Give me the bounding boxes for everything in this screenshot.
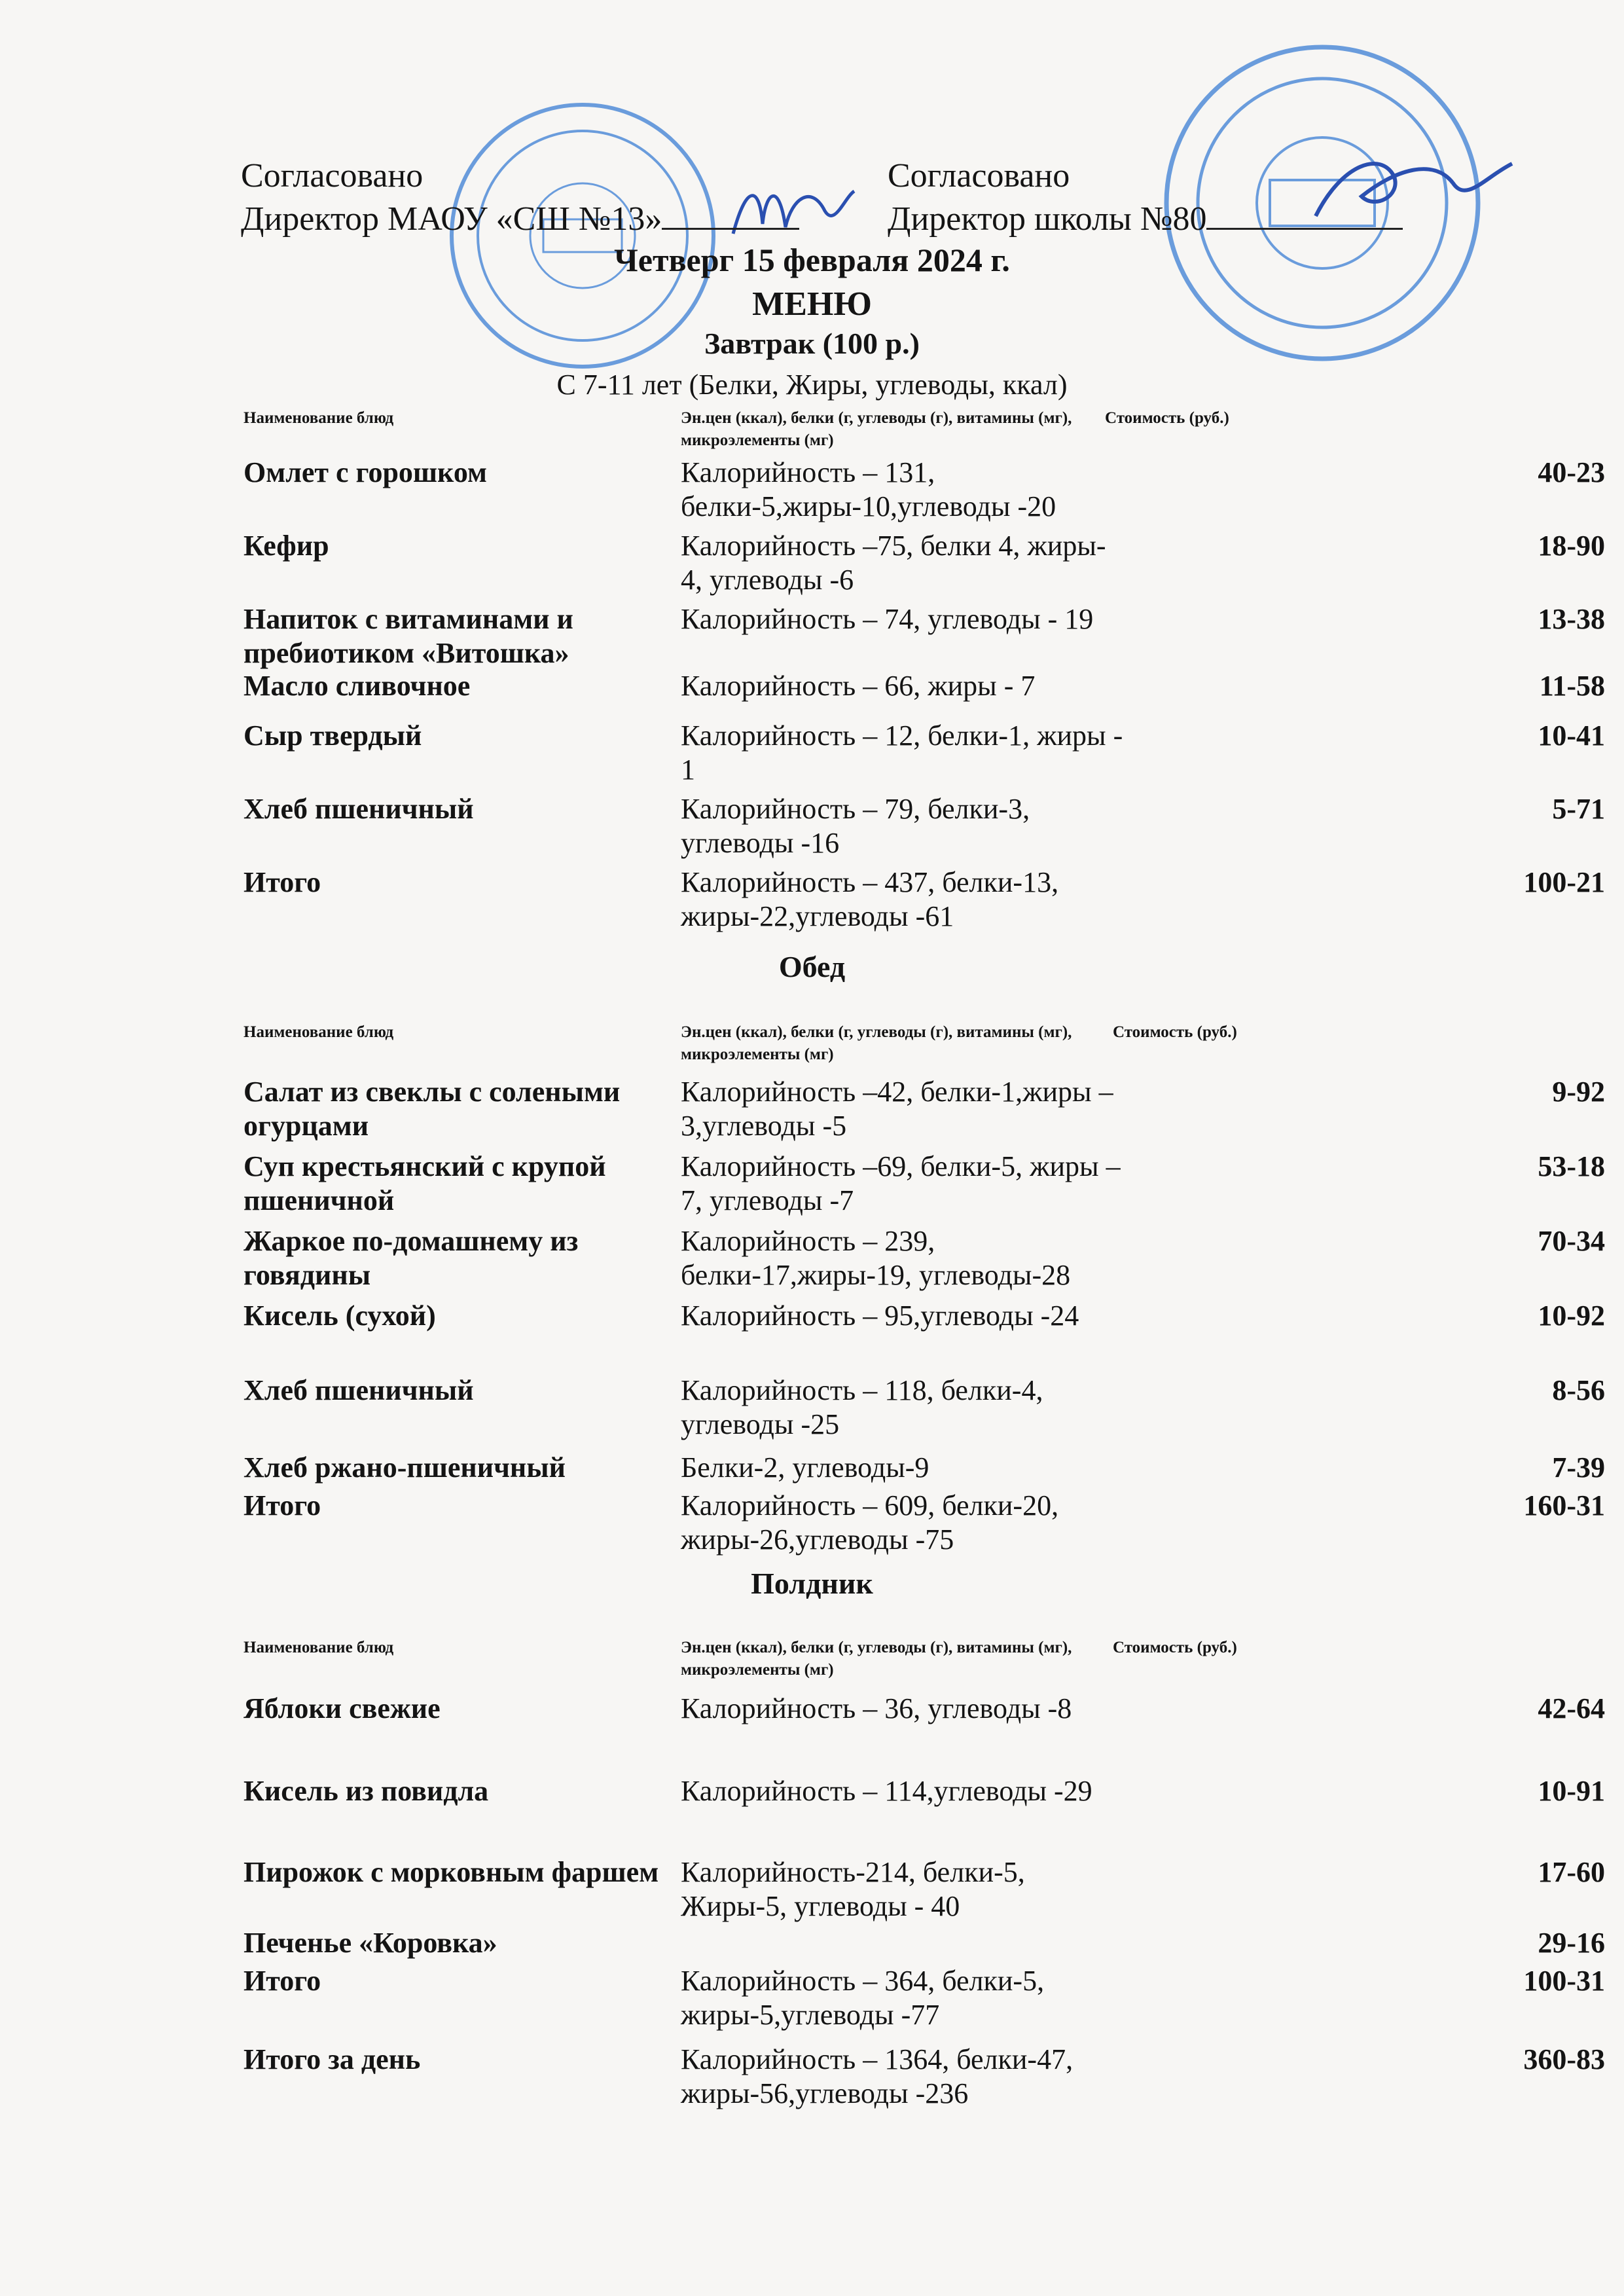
dish-nutrition: Калорийность – 239, белки-17,жиры-19, углеводы-28 bbox=[681, 1225, 1071, 1291]
dish-nutrition: Калорийность – 609, белки-20, жиры-26,углеводы -75 bbox=[681, 1489, 1059, 1556]
column-header-cost: Стоимость (руб.) bbox=[1113, 1639, 1237, 1656]
signature-line bbox=[1206, 228, 1403, 230]
dish-name: Суп крестьянский с крупой пшеничной bbox=[244, 1150, 606, 1216]
dish-nutrition: Калорийность – 1364, белки-47, жиры-56,углеводы -236 bbox=[681, 2043, 1074, 2109]
approval-right-title: Согласовано bbox=[888, 157, 1070, 194]
dish-nutrition: Калорийность –75, белки 4, жиры- 4, углеводы -6 bbox=[681, 530, 1106, 596]
approval-right bbox=[888, 155, 1403, 241]
snack-title: Полдник bbox=[751, 1567, 873, 1600]
column-header-name: Наименование блюд bbox=[244, 1639, 394, 1656]
dish-price: 10-41 bbox=[1538, 720, 1605, 752]
dish-name: Сыр твердый bbox=[244, 720, 422, 752]
dish-price: 29-16 bbox=[1538, 1927, 1605, 1959]
dish-name: Жаркое по-домашнему из говядины bbox=[244, 1225, 579, 1291]
dish-price: 42-64 bbox=[1538, 1692, 1605, 1724]
dish-price: 11-58 bbox=[1539, 670, 1605, 702]
dish-nutrition: Калорийность – 437, белки-13, жиры-22,углеводы -61 bbox=[681, 866, 1059, 932]
dish-name: Напиток с витаминами и пребиотиком «Витошка» bbox=[244, 603, 573, 669]
dish-price: 360-83 bbox=[1523, 2043, 1605, 2075]
approval-left bbox=[241, 155, 799, 241]
column-header-cost: Стоимость (руб.) bbox=[1105, 409, 1229, 427]
dish-price: 100-31 bbox=[1523, 1965, 1605, 1997]
dish-name: Салат из свеклы с солеными огурцами bbox=[244, 1076, 621, 1142]
approval-left-director: Директор МАОУ «СШ №13» bbox=[241, 200, 662, 238]
approval-left-title: Согласовано bbox=[241, 157, 424, 194]
page-date: Четверг 15 февраля 2024 г. bbox=[614, 242, 1010, 278]
dish-price: 10-92 bbox=[1538, 1300, 1605, 1332]
dish-name: Хлеб пшеничный bbox=[244, 1374, 474, 1406]
dish-price: 10-91 bbox=[1538, 1775, 1605, 1807]
dish-nutrition: Калорийность – 66, жиры - 7 bbox=[681, 670, 1036, 702]
dish-name: Кефир bbox=[244, 530, 329, 562]
column-header-nutrition: Эн.цен (ккал), белки (г, углеводы (г), витамины (мг), микроэлементы (мг) bbox=[681, 1639, 1072, 1679]
dish-name: Кисель (сухой) bbox=[244, 1300, 436, 1332]
lunch-title: Обед bbox=[778, 950, 846, 983]
age-note: С 7-11 лет (Белки, Жиры, углеводы, ккал) bbox=[556, 369, 1068, 401]
signature-line bbox=[662, 228, 799, 230]
dish-name: Печенье «Коровка» bbox=[244, 1927, 497, 1959]
dish-nutrition: Калорийность – 74, углеводы - 19 bbox=[681, 603, 1094, 635]
dish-price: 9-92 bbox=[1552, 1076, 1605, 1108]
dish-price: 13-38 bbox=[1538, 603, 1605, 635]
dish-name: Итого bbox=[244, 1489, 321, 1522]
dish-nutrition: Калорийность –42, белки-1,жиры – 3,углеводы -5 bbox=[681, 1076, 1113, 1142]
column-header-name: Наименование блюд bbox=[244, 409, 394, 427]
dish-nutrition: Калорийность-214, белки-5, Жиры-5, углеводы - 40 bbox=[681, 1856, 1025, 1922]
dish-nutrition: Калорийность – 118, белки-4, углеводы -25 bbox=[681, 1374, 1043, 1440]
dish-price: 100-21 bbox=[1523, 866, 1605, 898]
dish-nutrition: Калорийность – 95,углеводы -24 bbox=[681, 1300, 1079, 1332]
dish-nutrition: Калорийность – 79, белки-3, углеводы -16 bbox=[681, 793, 1030, 859]
dish-price: 17-60 bbox=[1538, 1856, 1605, 1888]
dish-price: 18-90 bbox=[1538, 530, 1605, 562]
column-header-name: Наименование блюд bbox=[244, 1023, 394, 1041]
dish-price: 70-34 bbox=[1538, 1225, 1605, 1257]
dish-name: Хлеб ржано-пшеничный bbox=[244, 1451, 566, 1484]
dish-name: Итого bbox=[244, 866, 321, 898]
column-header-nutrition: Эн.цен (ккал), белки (г, углеводы (г), витамины (мг), микроэлементы (мг) bbox=[681, 409, 1072, 449]
dish-nutrition: Калорийность – 114,углеводы -29 bbox=[681, 1775, 1092, 1807]
dish-price: 53-18 bbox=[1538, 1150, 1605, 1182]
dish-nutrition: Калорийность – 12, белки-1, жиры - 1 bbox=[681, 720, 1123, 786]
dish-name: Пирожок с морковным фаршем bbox=[244, 1856, 659, 1888]
dish-price: 7-39 bbox=[1552, 1451, 1605, 1484]
dish-nutrition: Калорийность – 36, углеводы -8 bbox=[681, 1692, 1072, 1724]
breakfast-title: Завтрак (100 р.) bbox=[704, 327, 920, 360]
dish-price: 40-23 bbox=[1538, 456, 1605, 488]
approval-right-director: Директор школы №80 bbox=[888, 200, 1207, 238]
dish-nutrition: Белки-2, углеводы-9 bbox=[681, 1451, 929, 1484]
dish-name: Хлеб пшеничный bbox=[244, 793, 474, 825]
dish-name: Омлет с горошком bbox=[244, 456, 487, 488]
dish-name: Итого за день bbox=[244, 2043, 421, 2075]
dish-name: Масло сливочное bbox=[244, 670, 471, 702]
dish-nutrition: Калорийность – 364, белки-5, жиры-5,углеводы -77 bbox=[681, 1965, 1045, 2031]
dish-name: Итого bbox=[244, 1965, 321, 1997]
dish-name: Яблоки свежие bbox=[244, 1692, 441, 1724]
dish-nutrition: Калорийность –69, белки-5, жиры – 7, углеводы -7 bbox=[681, 1150, 1121, 1216]
page-title: МЕНЮ bbox=[752, 285, 872, 323]
dish-price: 160-31 bbox=[1523, 1489, 1605, 1522]
column-header-nutrition: Эн.цен (ккал), белки (г, углеводы (г), витамины (мг), микроэлементы (мг) bbox=[681, 1023, 1072, 1063]
dish-price: 8-56 bbox=[1552, 1374, 1605, 1406]
column-header-cost: Стоимость (руб.) bbox=[1113, 1023, 1237, 1041]
dish-name: Кисель из повидла bbox=[244, 1775, 489, 1807]
dish-price: 5-71 bbox=[1552, 793, 1605, 825]
dish-nutrition: Калорийность – 131, белки-5,жиры-10,углеводы -20 bbox=[681, 456, 1056, 522]
